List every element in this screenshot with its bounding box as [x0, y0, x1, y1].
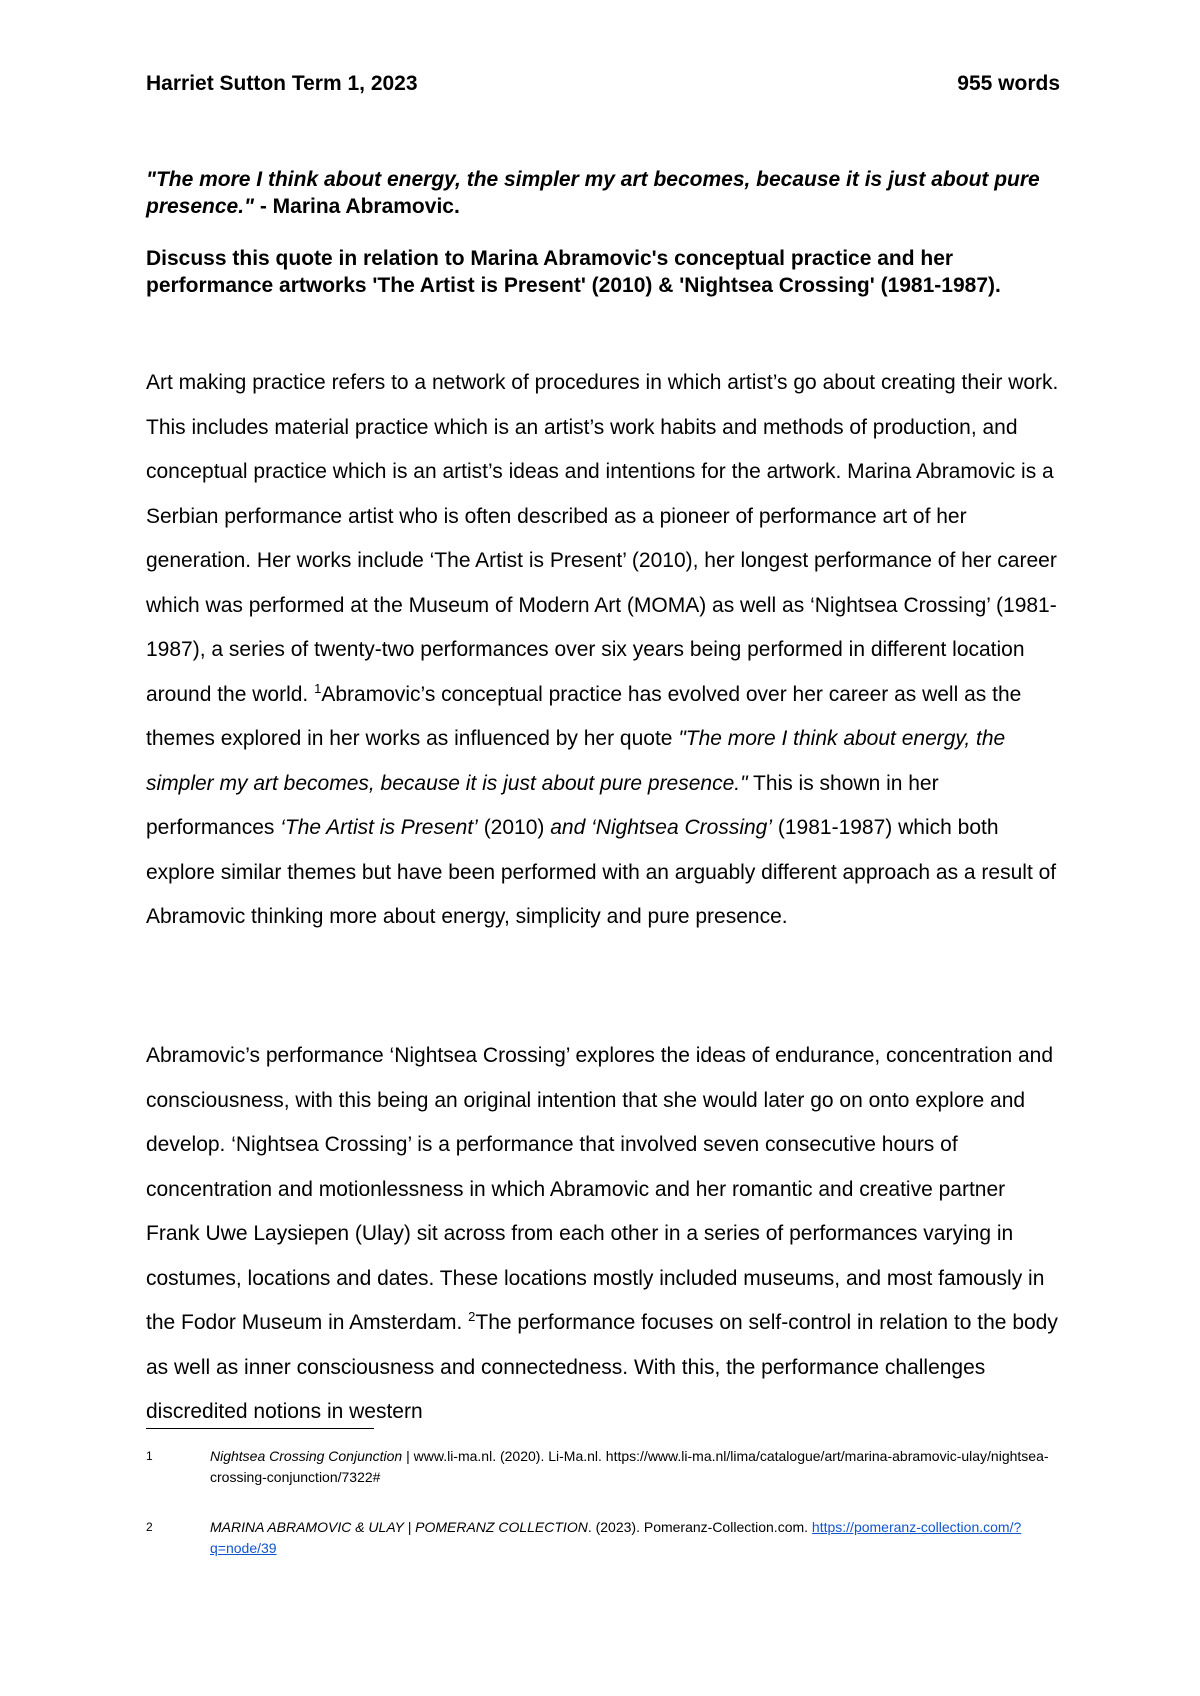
paragraph-2-text: Abramovic’s performance ‘Nightsea Crossing’ explores the ideas of endurance, concentration and consciousness, with this being an original intention that she would later go on onto explore and develop. ‘Nightsea Crossing’ is a performance that involved seven consecutive hours of concentration and motionlessness in which Abramovic and her romantic and creative partner Frank Uwe Laysiepen (Ulay) sit across from each other in a series of performances varying in costumes, locations and dates. These locations mostly included museums, and most famously in the Fodor Museum in Amsterdam.: [146, 1044, 1053, 1334]
paragraph-1-text: Art making practice refers to a network of procedures in which artist’s go about creating their work. This includes material practice which is an artist’s work habits and methods of production, and conceptual practice which is an artist’s ideas and intentions for the artwork. Marina Abramovic is a Serbian performance artist who is often described as a pioneer of performance art of her generation. Her works include ‘The Artist is Present’ (2010), her longest performance of her career which was performed at the Museum of Modern Art (MOMA) as well as ‘Nightsea Crossing’ (1981-1987), a series of twenty-two performances over six years being performed in different location around the world.: [146, 371, 1059, 706]
footnote-text: [210, 1517, 1060, 1559]
footnote-link[interactable]: https://pomeranz-collection.com/?q=node/39: [210, 1519, 1022, 1556]
footnote-number: 1: [146, 1449, 153, 1463]
footnote-title: Nightsea Crossing Conjunction: [210, 1448, 403, 1464]
header-word-count: 955 words: [957, 72, 1060, 95]
page-header: [146, 72, 1060, 96]
artwork-title: and ‘Nightsea Crossing’: [550, 816, 773, 839]
epigraph-quote: [146, 166, 1060, 220]
footnote-number: 2: [146, 1520, 153, 1534]
paragraph-1-text: (2010): [477, 816, 551, 839]
footnote-citation: | www.li-ma.nl. (2020). Li-Ma.nl. https://www.li-ma.nl/lima/catalogue/art/marina-abramovic-ulay/nightsea-crossing-conjunction/7322#: [210, 1448, 1049, 1485]
paragraph-1-text: Abramovic’s conceptual practice has evolved over her career as well as the themes explored in her works as influenced by her quote: [146, 682, 1022, 750]
document-page: [146, 0, 1060, 1696]
header-author-term: Harriet Sutton Term 1, 2023: [146, 72, 418, 95]
footnote-ref-2[interactable]: 2: [468, 1309, 476, 1324]
paragraph-1-quote: "The more I think about energy, the simpler my art becomes, because it is just about pure presence.": [146, 727, 1006, 795]
quote-attribution: - Marina Abramovic.: [254, 195, 460, 218]
quote-text: "The more I think about energy, the simpler my art becomes, because it is just about pure presence.": [146, 168, 1040, 218]
paragraph-1-text: (1981-1987) which both explore similar themes but have been performed with an arguably different approach as a result of Abramovic thinking more about energy, simplicity and pure presence.: [146, 816, 1057, 928]
footnote-title: MARINA ABRAMOVIC & ULAY | POMERANZ COLLECTION: [210, 1519, 588, 1535]
paragraph-2: [146, 1034, 1060, 1435]
footnote-ref-1[interactable]: 1: [314, 680, 322, 696]
paragraph-1-text: This is shown in her performances: [146, 771, 939, 839]
footnote-text: [210, 1446, 1060, 1488]
paragraph-1: [146, 361, 1060, 940]
artwork-title: ‘The Artist is Present’: [280, 816, 478, 839]
footnote-separator: [146, 1428, 374, 1429]
footnote-citation: . (2023). Pomeranz-Collection.com.: [587, 1519, 812, 1535]
essay-question: Discuss this quote in relation to Marina Abramovic's conceptual practice and her performance artworks 'The Artist is Present' (2010) & 'Nightsea Crossing' (1981-1987).: [146, 247, 1001, 297]
paragraph-2-text: The performance focuses on self-control in relation to the body as well as inner consciousness and connectedness. With this, the performance challenges discredited notions in western: [146, 1311, 1058, 1423]
